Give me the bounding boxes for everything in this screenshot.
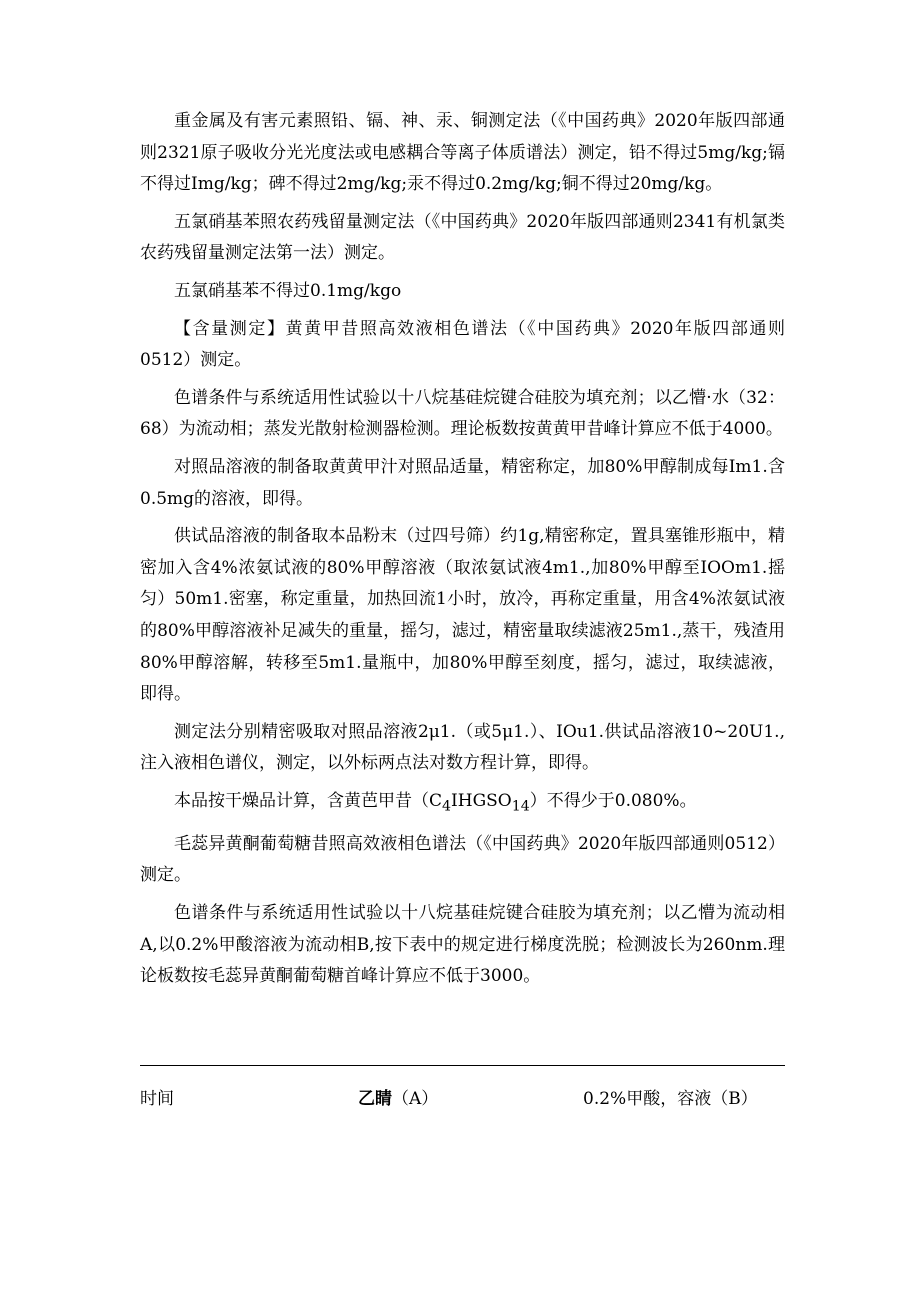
- paragraph-calycosin-method: 毛蕊异黄酮葡萄糖昔照高效液相色谱法（《中国药典》2020年版四部通则0512）测定。: [140, 833, 785, 886]
- formula-part-2: IHGSO: [451, 790, 512, 811]
- table-header-acetonitrile-name: 乙睛: [358, 1089, 392, 1109]
- paragraph-reference-solution: 对照品溶液的制备取黄黄甲汁对照品适量，精密称定，加80%甲醇制成每Im1.含0.5mg的溶液，即得。: [140, 456, 785, 509]
- table-header-time: 时间: [140, 1089, 174, 1109]
- formula-part-1: C: [429, 790, 443, 811]
- formula-subscript-1: 4: [442, 798, 452, 815]
- paragraph-pcnb-limit: 五氯硝基苯不得过0.1mg/kgo: [174, 280, 402, 301]
- gradient-table-header: [0, 1084, 920, 1114]
- paragraph-procedure: 测定法分别精密吸取对照品溶液2μ1.（或5μ1.）、IOu1.供试品溶液10~20U1.,注入液相色谱仪，测定，以外标两点法对数方程计算，即得。: [140, 721, 785, 774]
- paragraph-content-limit: [140, 786, 785, 823]
- paragraph-assay-heading: 【含量测定】黄黄甲昔照高效液相色谱法（《中国药典》2020年版四部通则0512）测定。: [140, 318, 785, 371]
- formula-subscript-2: 14: [511, 798, 530, 815]
- table-header-acetonitrile: [358, 1084, 438, 1114]
- table-header-formic-acid: 0.2%甲酸，容液（B）: [583, 1089, 758, 1109]
- table-header-acetonitrile-label: （A）: [392, 1089, 439, 1109]
- paragraph-gradient-conditions: 色谱条件与系统适用性试验以十八烷基硅烷键合硅胶为填充剂；以乙懵为流动相A,以0.2%甲酸溶液为流动相B,按下表中的规定进行梯度洗脱；检测波长为260nm.理论板数按毛蕊异黄酮葡萄糖首峰计算应不低于3000。: [140, 903, 785, 987]
- paragraph-chromatographic-conditions: 色谱条件与系统适用性试验以十八烷基硅烷键合硅胶为填充剂；以乙懵·水（32：68）为流动相；蒸发光散射检测器检测。理论板数按黄黄甲昔峰计算应不低于4000。: [140, 387, 785, 440]
- body-text: [140, 106, 785, 999]
- formula-prefix: 本品按干燥品计算，含黄芭甲昔（: [174, 790, 429, 811]
- paragraph-pcnb-method: 五氯硝基苯照农药残留量测定法（《中国药典》2020年版四部通则2341有机氯类农药残留量测定法第一法）测定。: [140, 211, 785, 264]
- table-top-rule: [140, 1065, 785, 1066]
- formula-suffix: ）不得少于0.080%。: [529, 790, 697, 811]
- paragraph-heavy-metals: 重金属及有害元素照铅、镉、神、汞、铜测定法（《中国药典》2020年版四部通则2321原子吸收分光光度法或电感耦合等离子体质谱法）测定，铅不得过5mg/kg;镉不得过Img/kg；碑不得过2mg/kg;汞不得过0.2mg/kg;铜不得过20mg/kg。: [140, 111, 785, 195]
- paragraph-test-solution: 供试品溶液的制备取本品粉末（过四号筛）约1g,精密称定，置具塞锥形瓶中，精密加入含4%浓氨试液的80%甲醇溶液（取浓氨试液4m1.,加80%甲醇至IOOm1.摇匀）50m1.密塞，称定重量，加热回流1小时，放冷，再称定重量，用含4%浓氨试液的80%甲醇溶液补足减失的重量，摇匀，滤过，精密量取续滤液25m1.,蒸干，残渣用80%甲醇溶解，转移至5m1.量瓶中，加80%甲醇至刻度，摇匀，滤过，取续滤液，即得。: [140, 526, 785, 705]
